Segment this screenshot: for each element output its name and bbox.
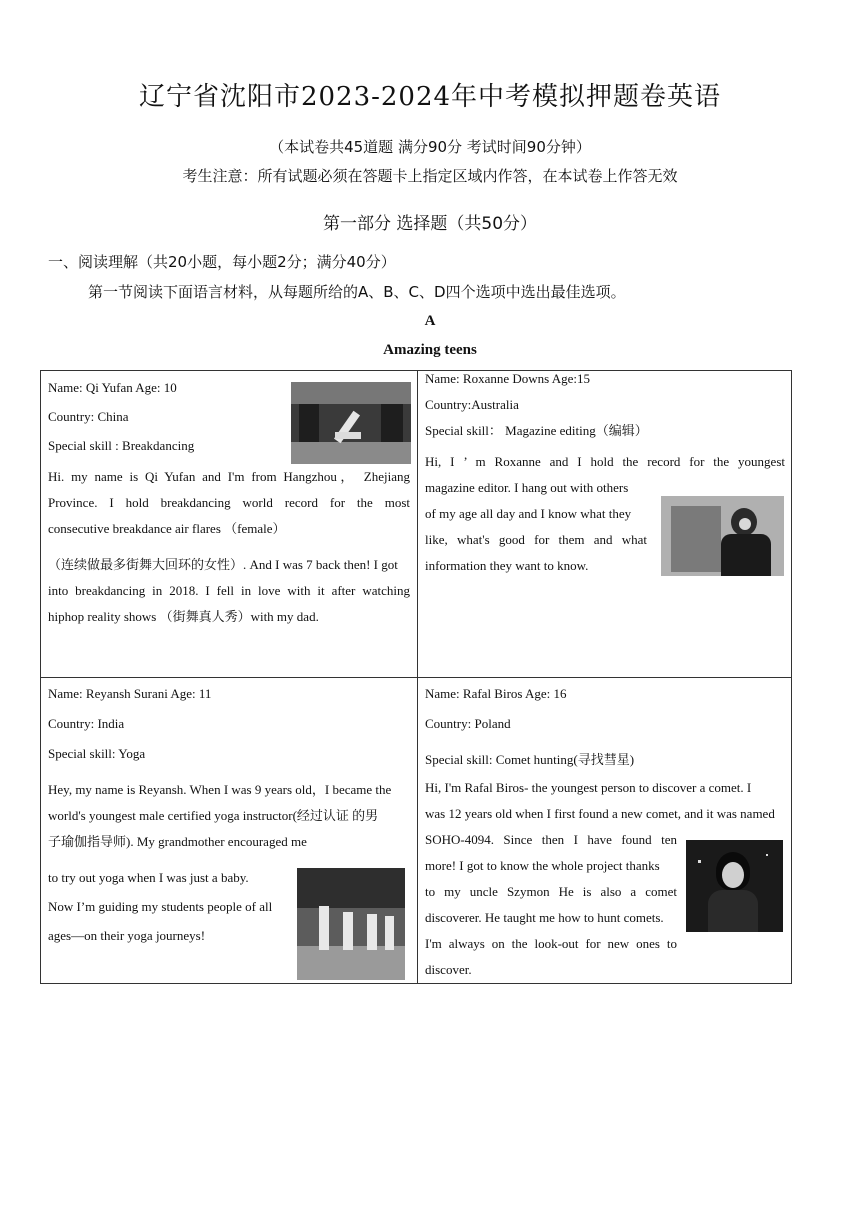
breakdancer-photo (291, 382, 411, 464)
profile-text-line: magazine editor. I hang out with others (425, 480, 629, 495)
profile-text-line: like, what's good for them and what (425, 532, 647, 547)
profile-text-line: into breakdancing in 2018. I fell in love with it after watching (48, 583, 410, 598)
profile-name: Name: Qi Yufan Age: 10 (48, 380, 177, 395)
profile-country: Country: Poland (425, 716, 511, 731)
profile-text-line: I'm always on the look-out for new ones to (425, 936, 677, 951)
profile-text-line: Hi, I ’ m Roxanne and I hold the record for the youngest (425, 454, 785, 469)
profile-text-line: to try out yoga when I was just a baby. (48, 870, 249, 885)
profile-text-line: Hi. my name is Qi Yufan and I'm from Hangzhou， Zhejiang (48, 469, 410, 484)
profile-text-line: Hi, I'm Rafal Biros- the youngest person to discover a comet. I (425, 780, 752, 795)
profile-text-line: Now I’m guiding my students people of all (48, 899, 273, 914)
profile-country: Country:Australia (425, 397, 519, 412)
profiles-table (40, 370, 792, 984)
profile-cell-qi-yufan (41, 371, 418, 678)
profile-text-line: ages—on their yoga journeys! (48, 928, 206, 943)
profile-cell-reyansh-surani (41, 678, 418, 983)
profile-skill: Special skill： Magazine editing（编辑） (425, 423, 648, 438)
profile-text-line: Province. I hold breakdancing world record for the most (48, 495, 410, 510)
profile-cell-roxanne-downs (418, 371, 791, 678)
profile-skill: Special skill : Breakdancing (48, 438, 195, 453)
profile-text-line: 子瑜伽指导师). My grandmother encouraged me (48, 834, 307, 849)
exam-info: （本试卷共45道题 满分90分 考试时间90分钟） (269, 138, 591, 156)
yoga-photo (297, 868, 405, 980)
profile-text-line: （连续做最多街舞大回环的女性）. And I was 7 back then! I got (48, 557, 398, 572)
profile-text-line: was 12 years old when I first found a new comet, and it was named (425, 806, 775, 821)
comet-hunter-photo (686, 840, 783, 932)
editor-photo (661, 496, 784, 576)
profile-skill: Special skill: Yoga (48, 746, 146, 761)
profile-skill: Special skill: Comet hunting(寻找彗星) (425, 752, 635, 767)
profile-text-line: SOHO-4094. Since then I have found ten (425, 832, 677, 847)
profile-name: Name: Reyansh Surani Age: 11 (48, 686, 212, 701)
profile-country: Country: India (48, 716, 125, 731)
exam-title: 辽宁省沈阳市2023-2024年中考模拟押题卷英语 (138, 82, 722, 112)
profile-name: Name: Rafal Biros Age: 16 (425, 686, 567, 701)
profile-text-line: of my age all day and I know what they (425, 506, 632, 521)
passage-letter: A (424, 313, 436, 329)
profile-text-line: discoverer. He taught me how to hunt comets. (425, 910, 664, 925)
part-heading: 第一部分 选择题（共50分） (322, 214, 538, 234)
profile-text-line: hiphop reality shows （街舞真人秀）with my dad. (48, 609, 319, 624)
profile-text-line: more! I got to know the whole project thanks (425, 858, 660, 873)
profile-text-line: to my uncle Szymon He is also a comet (425, 884, 677, 899)
exam-notice: 考生注意：所有试题必须在答题卡上指定区域内作答，在本试卷上作答无效 (182, 167, 678, 185)
section-heading: 一、阅读理解（共20小题，每小题2分；满分40分） (48, 253, 396, 271)
passage-title: Amazing teens (383, 342, 477, 358)
profile-name: Name: Roxanne Downs Age:15 (425, 371, 591, 386)
profile-text-line: world's youngest male certified yoga instructor(经过认证 的男 (48, 808, 379, 823)
section-instruction: 第一节阅读下面语言材料，从每题所给的A、B、C、D四个选项中选出最佳选项。 (88, 283, 626, 301)
profile-text-line: Hey, my name is Reyansh. When I was 9 years old，I became the (48, 782, 392, 797)
profile-text-line: consecutive breakdance air flares （female） (48, 521, 286, 536)
profile-text-line: discover. (425, 962, 472, 977)
profile-country: Country: China (48, 409, 129, 424)
profile-cell-rafal-biros (418, 678, 791, 983)
profile-text-line: information they want to know. (425, 558, 589, 573)
